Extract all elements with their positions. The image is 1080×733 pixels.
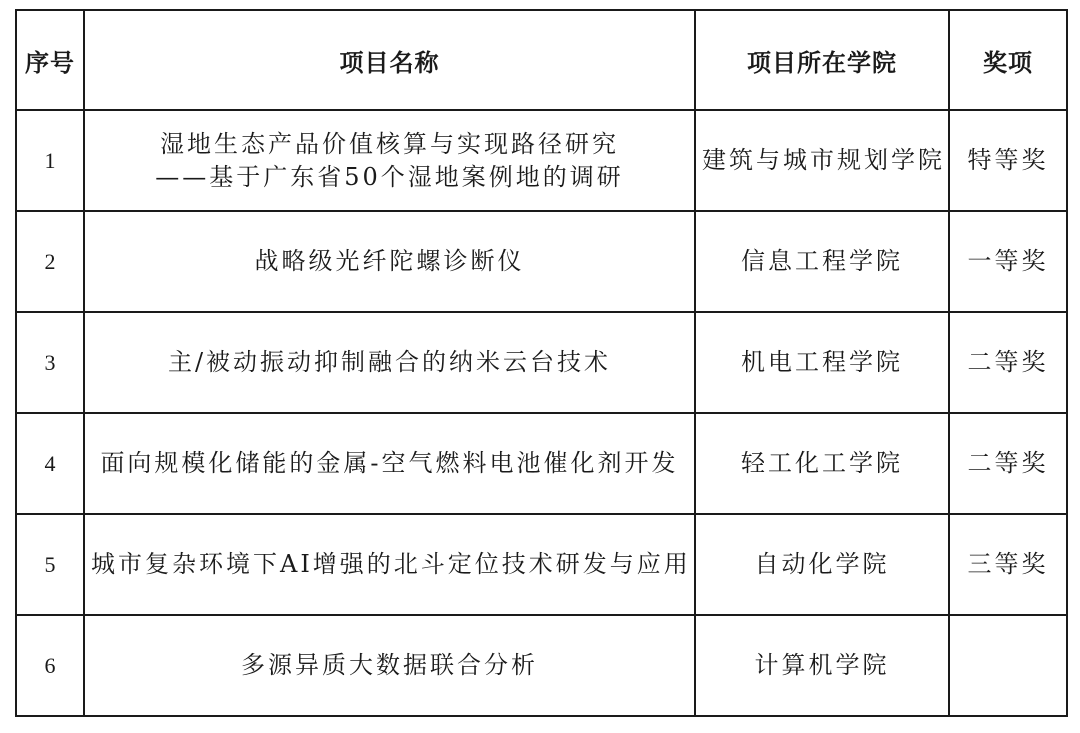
table-row [16,514,1067,615]
row-serial-number: 6 [16,615,84,716]
row-award: 三等奖 [949,514,1067,615]
header-project-name: 项目名称 [84,10,695,110]
row-project-name [84,413,695,514]
table-row [16,312,1067,413]
row-college: 信息工程学院 [695,211,949,312]
row-award: 二等奖 [949,413,1067,514]
row-award [949,615,1067,716]
project-name-line: 面向规模化储能的金属-空气燃料电池催化剂开发 [100,449,679,478]
row-project-name [84,615,695,716]
table-row [16,211,1067,312]
table-row [16,615,1067,716]
row-serial-number: 5 [16,514,84,615]
table-row [16,413,1067,514]
row-college: 计算机学院 [695,615,949,716]
row-college: 自动化学院 [695,514,949,615]
row-award: 特等奖 [949,110,1067,211]
header-college: 项目所在学院 [695,10,949,110]
header-row [16,10,1067,110]
project-name-line: 城市复杂环境下AI增强的北斗定位技术研发与应用 [91,550,691,579]
header-serial-number: 序号 [16,10,84,110]
row-project-name [84,514,695,615]
row-project-name [84,211,695,312]
table-row [16,110,1067,211]
row-award: 二等奖 [949,312,1067,413]
row-serial-number: 3 [16,312,84,413]
row-serial-number: 1 [16,110,84,211]
header-award: 奖项 [949,10,1067,110]
row-serial-number: 4 [16,413,84,514]
row-project-name [84,110,695,211]
project-name-line: 湿地生态产品价值核算与实现路径研究 [160,130,619,159]
project-name-line: 主/被动振动抑制融合的纳米云台技术 [167,348,612,377]
project-name-line: 多源异质大数据联合分析 [241,651,538,680]
row-college: 机电工程学院 [695,312,949,413]
project-name-subtitle: ——基于广东省50个湿地案例地的调研 [155,162,624,191]
table-header [16,10,1067,110]
table-body [16,110,1067,716]
row-college: 建筑与城市规划学院 [695,110,949,211]
project-name-line: 战略级光纤陀螺诊断仪 [254,247,525,276]
award-table [15,9,1068,717]
row-serial-number: 2 [16,211,84,312]
row-project-name [84,312,695,413]
row-college: 轻工化工学院 [695,413,949,514]
row-award: 一等奖 [949,211,1067,312]
